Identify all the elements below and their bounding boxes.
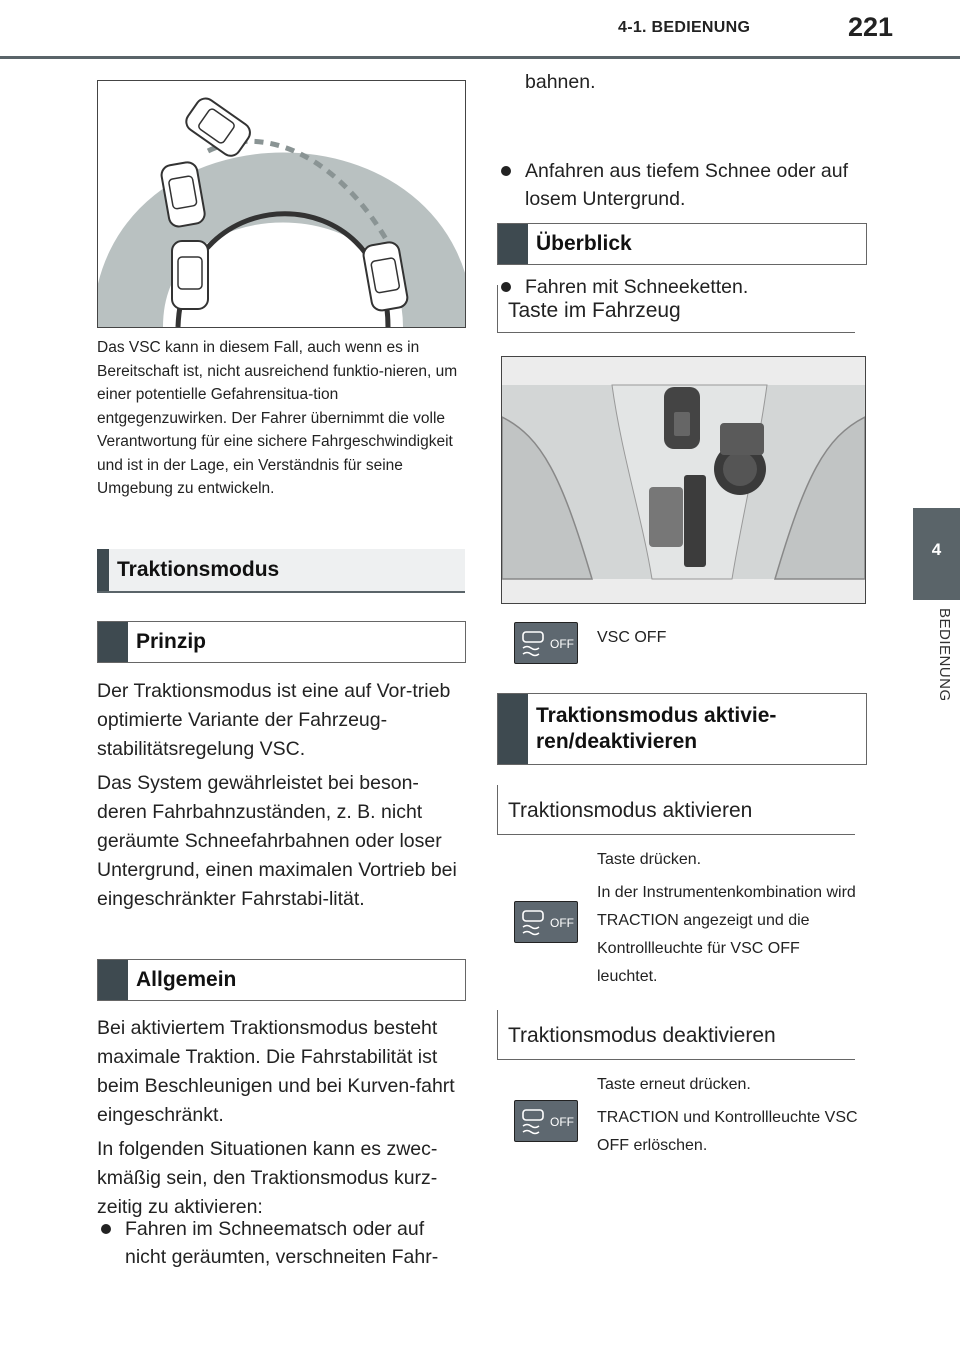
heading-marker [98,960,128,1000]
vsc-off-glyph [515,1101,577,1141]
section-title: 4-1. BEDIENUNG [618,19,751,36]
aktivieren-step-1: Taste drücken. [597,851,702,868]
heading-aktivieren [497,693,867,765]
heading-allgemein [97,959,466,1001]
curve-illustration [97,80,466,328]
heading-marker [498,694,528,764]
car-2 [182,95,253,160]
subheading-aktivieren: Traktionsmodus aktivieren [497,785,855,835]
heading-prinzip [97,621,466,663]
console-photo [501,356,866,604]
heading-ueberblick [497,223,867,265]
heading-aktivieren-text: Traktionsmodus aktivie-ren/deaktivieren [536,704,777,753]
deaktivieren-step-2: TRACTION und Kontrollleuchte VSC OFF erlöschen. [597,1109,858,1154]
page-number: 221 [848,12,894,42]
heading-marker [97,549,109,591]
heading-allgemein-text: Allgemein [136,968,237,991]
vsc-off-icon [514,1100,578,1142]
heading-prinzip-text: Prinzip [136,630,207,653]
chapter-tab-label: BEDIENUNG [936,608,953,702]
vsc-off-icon [514,901,578,943]
vsc-off-icon-text: OFF [550,637,574,651]
allgemein-text [97,1014,467,1227]
heading-traktionsmodus [97,549,465,593]
illustration-caption: Das VSC kann in diesem Fall, auch wenn es in Bereitschaft ist, nicht ausreichend funktio-nieren, um einer potentielle Gefahrensitua-tion entgegenzuwirken. Der Fahrer übernimmt die volle Verantwortung für eine sichere Fahrgeschwindigkeit und ist in der Lage, ein Verständnis für seine Umgebung zu entwickeln. [97,339,458,497]
bullet-item-1: Fahren im Schneematsch oder auf nicht geräumten, verschneiten Fahr- [97,1215,470,1271]
vsc-off-icon-text: OFF [550,1115,574,1129]
vsc-off-icon-text: OFF [550,916,574,930]
subheading-deaktivieren: Traktionsmodus deaktivieren [497,1010,855,1060]
aktivieren-step-2: In der Instrumentenkombination wird TRACTION angezeigt und die Kontrollleuchte für VSC OFF leuchtet. [597,884,856,985]
prinzip-paragraph-1: Der Traktionsmodus ist eine auf Vor-trieb optimierte Variante der Fahrzeug-stabilitätsregelung VSC. [97,680,451,760]
bullet-item-2: Anfahren aus tiefem Schnee oder auf losem Untergrund. [497,157,870,213]
bullet-item-1-continued: bahnen. [525,71,596,93]
subheading-taste: Taste im Fahrzeug [497,285,855,333]
allgemein-paragraph-2: In folgenden Situationen kann es zwec-kmäßig sein, den Traktionsmodus kurz-zeitig zu aktivieren: [97,1138,438,1218]
curve-drawing [98,81,465,327]
car-3 [172,241,208,309]
prinzip-text [97,677,467,919]
chapter-tab-number: 4 [931,540,942,559]
vsc-off-glyph [515,902,577,942]
vsc-off-icon [514,622,578,664]
heading-marker [98,622,128,662]
allgemein-paragraph-1: Bei aktiviertem Traktionsmodus besteht maximale Traktion. Die Fahrstabilität ist beim Beschleunigen und bei Kurven-fahrt eingeschränkt. [97,1017,455,1126]
heading-ueberblick-text: Überblick [536,232,632,255]
header-rule [0,56,960,59]
prinzip-paragraph-2: Das System gewährleistet bei beson-deren Fahrbahnzuständen, z. B. nicht geräumte Schneefahrbahnen oder loser Untergrund, einen maximalen Vortrieb bei eingeschränkter Fahrstabi-lität. [97,772,457,910]
vsc-off-label: VSC OFF [597,629,667,646]
console-drawing [502,357,865,603]
vsc-off-glyph [515,623,577,663]
heading-marker [498,224,528,264]
deaktivieren-step-1: Taste erneut drücken. [597,1076,751,1093]
heading-traktionsmodus-text: Traktionsmodus [117,558,280,581]
bullet-item-3: Fahren mit Schneeketten. [497,273,870,301]
